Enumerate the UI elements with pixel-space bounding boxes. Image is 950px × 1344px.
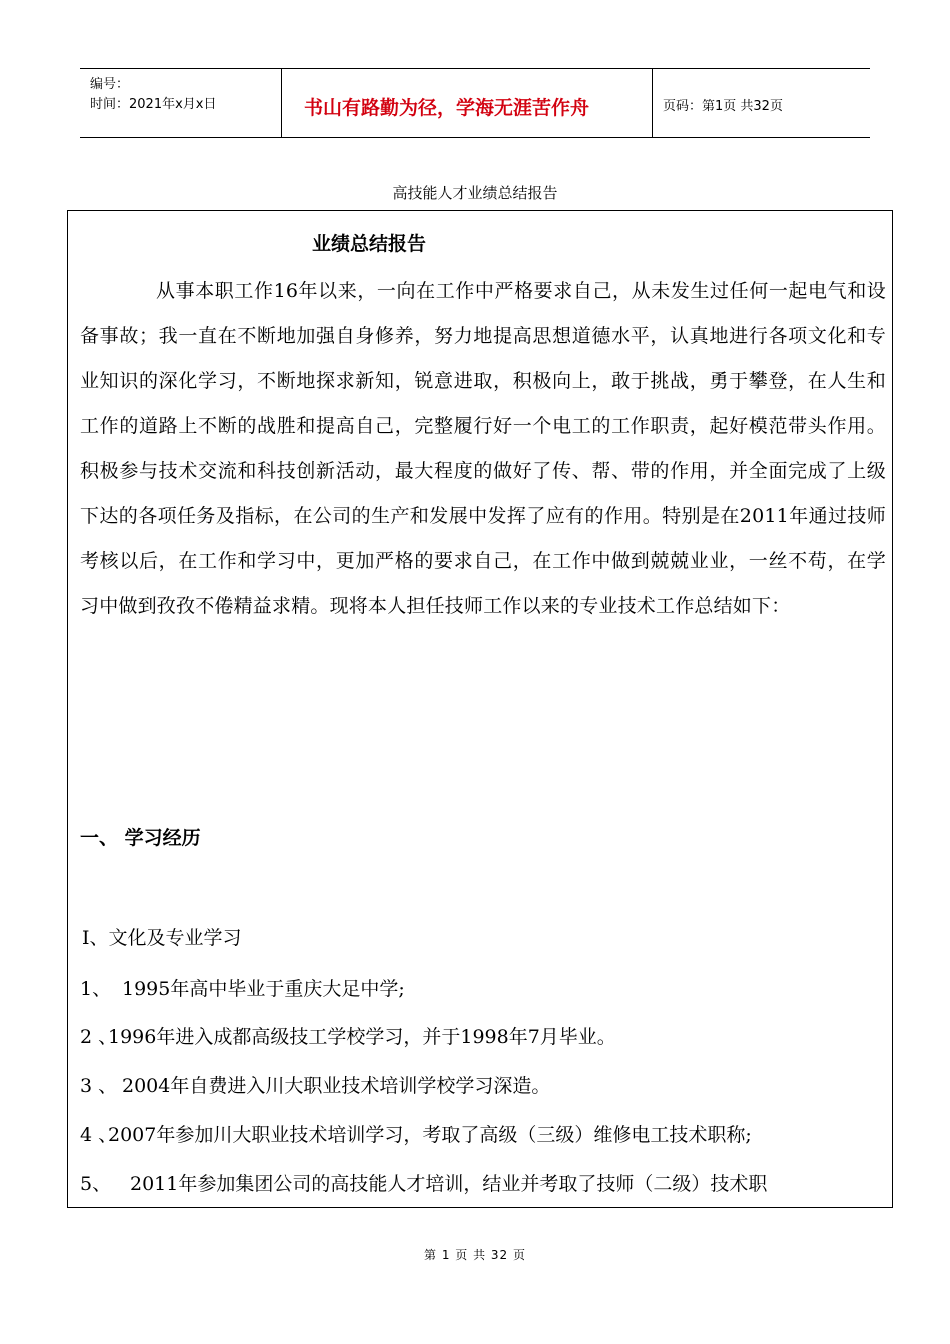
list-item-number: 1、 bbox=[80, 978, 112, 1000]
list-item-text: 2007年参加川大职业技术培训学习，考取了高级（三级）维修电工技术职称; bbox=[108, 1124, 752, 1146]
document-date: 时间：2021年x月x日 bbox=[90, 97, 217, 112]
report-content-box bbox=[67, 210, 893, 1208]
header-meta-cell bbox=[80, 69, 280, 137]
section-title-learning-history: 一、 学习经历 bbox=[80, 827, 201, 849]
header-motto-cell bbox=[281, 69, 653, 137]
list-item-number: 4 、 bbox=[80, 1124, 118, 1146]
document-number-label: 编号： bbox=[90, 77, 130, 92]
header-motto: 书山有路勤为径，学海无涯苦作舟 bbox=[304, 97, 590, 119]
list-item bbox=[80, 1169, 767, 1196]
list-item bbox=[80, 1022, 616, 1049]
page-header bbox=[80, 68, 870, 138]
list-item-text: 2004年自费进入川大职业技术培训学校学习深造。 bbox=[122, 1075, 551, 1097]
header-page-cell bbox=[653, 69, 870, 137]
list-item-text: 1995年高中毕业于重庆大足中学; bbox=[122, 978, 405, 1000]
list-item bbox=[80, 974, 405, 1001]
list-item-text: 1996年进入成都高级技工学校学习，并于1998年7月毕业。 bbox=[108, 1026, 616, 1048]
list-item-number: 2 、 bbox=[80, 1026, 118, 1048]
list-item bbox=[80, 1071, 550, 1098]
document-title: 高技能人才业绩总结报告 bbox=[392, 184, 558, 202]
subsection-title-education: Ⅰ、文化及专业学习 bbox=[82, 927, 242, 949]
list-item-text: 2011年参加集团公司的高技能人才培训，结业并考取了技师（二级）技术职 bbox=[130, 1173, 768, 1195]
report-heading: 业绩总结报告 bbox=[312, 233, 427, 255]
page-footer: 第 1 页 共 32 页 bbox=[424, 1248, 526, 1262]
intro-paragraph: 从事本职工作16年以来，一向在工作中严格要求自己，从未发生过任何一起电气和设备事故；我一直在不断地加强自身修养，努力地提高思想道德水平，认真地进行各项文化和专业知识的深化学习，不断地探求新知，锐意进取，积极向上，敢于挑战，勇于攀登，在人生和工作的道路上不断的战胜和提高自己，完整履行好一个电工的工作职责，起好模范带头作用。积极参与技术交流和科技创新活动，最大程度的做好了传、帮、带的作用，并全面完成了上级下达的各项任务及指标，在公司的生产和发展中发挥了应有的作用。特别是在2011年通过技师考核以后，在工作和学习中，更加严格的要求自己，在工作中做到兢兢业业，一丝不苟，在学习中做到孜孜不倦精益求精。现将本人担任技师工作以来的专业技术工作总结如下： bbox=[80, 280, 886, 617]
list-item-number: 5、 bbox=[80, 1173, 112, 1195]
list-item bbox=[80, 1120, 752, 1147]
list-item-number: 3 、 bbox=[80, 1075, 118, 1097]
header-page-info: 页码：第1页 共32页 bbox=[663, 99, 783, 114]
